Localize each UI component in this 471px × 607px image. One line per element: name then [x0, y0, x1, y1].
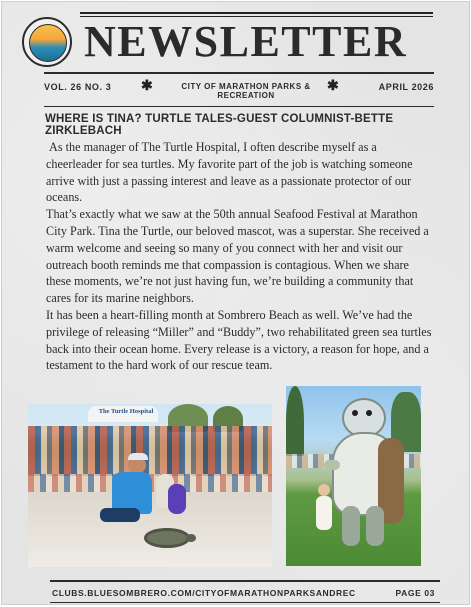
tent-banner: The Turtle Hospital — [98, 408, 154, 415]
masthead-bottom-rule — [44, 106, 434, 107]
article-paragraph: As the manager of The Turtle Hospital, I often describe myself as a cheerleader for sea turtles. My favorite part of the job is watching someone arrive with just a passing interest and leave as a passionate protector of our oceans. — [46, 140, 413, 205]
mascot-eye — [352, 410, 358, 416]
title-top-rule — [80, 12, 433, 14]
footer-top-rule — [50, 580, 440, 582]
separator-star-icon: ✱ — [141, 77, 153, 93]
separator-star-icon: ✱ — [327, 77, 339, 93]
woman-shorts — [100, 508, 140, 522]
article-paragraph: That’s exactly what we saw at the 50th annual Seafood Festival at Marathon City Park. Tina the Turtle, our beloved mascot, was a superstar. She received a warm welcome and seeing so many of you connect with her and visit our outreach booth reminds me that compassion is contagious. When we share these moments, we’re not just having fun, we’re building a community that cares for its marine neighbors. — [46, 207, 429, 306]
mascot-flipper — [324, 460, 340, 470]
issue-date: APRIL 2026 — [378, 82, 434, 92]
masthead-top-rule — [44, 72, 434, 74]
article-paragraph: It has been a heart-filling month at Sombrero Beach as well. We’ve had the privilege of releasing “Miller” and “Buddy”, two rehabilitated green sea turtles back into their ocean home. Every release is a victory, a reason for hope, and a testament to the hard work of our rescue team. — [46, 307, 432, 373]
city-seal-logo — [22, 17, 72, 67]
logo-sunset-emblem — [29, 24, 67, 62]
turtle-release-photo — [28, 404, 272, 567]
child-purple-outfit — [168, 484, 186, 514]
newsletter-page — [1, 1, 470, 605]
palm-tree — [286, 386, 304, 456]
footer-url: CLUBS.BLUESOMBRERO.COM/CITYOFMARATHONPARKSANDREC — [52, 588, 356, 598]
article-headline: WHERE IS TINA? TURTLE TALES-GUEST COLUMNIST-BETTE ZIRKLEBACH — [45, 113, 394, 137]
mascot-leg — [366, 506, 384, 546]
toddler-white-outfit — [316, 496, 332, 530]
crowd-of-spectators — [28, 426, 272, 476]
newsletter-title: NEWSLETTER — [84, 17, 408, 66]
article-body — [46, 139, 434, 374]
mascot-eye — [366, 410, 372, 416]
toddler-head — [318, 484, 330, 496]
page-number: PAGE 03 — [395, 588, 435, 598]
tina-mascot-photo — [286, 386, 421, 566]
mascot-leg — [342, 506, 360, 546]
masthead-bar — [44, 77, 434, 104]
visor-cap — [128, 453, 148, 460]
sea-turtle — [144, 528, 190, 548]
volume-issue: VOL. 26 NO. 3 — [44, 82, 112, 92]
organization-name: CITY OF MARATHON PARKS & RECREATION — [181, 82, 311, 100]
footer-bottom-rule — [50, 602, 440, 603]
sea-turtle-head — [186, 534, 196, 542]
